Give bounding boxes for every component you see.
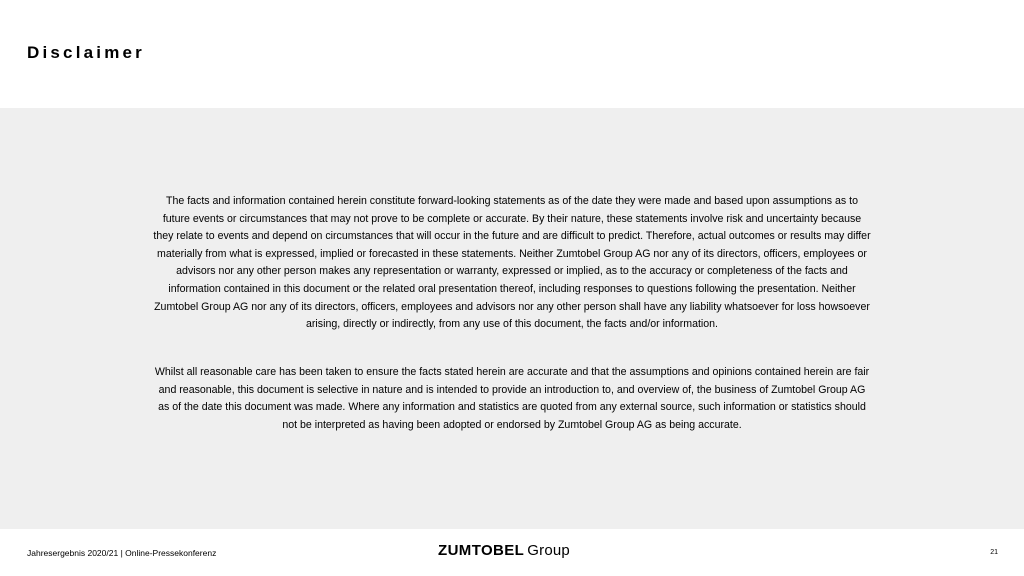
footer-caption: Jahresergebnis 2020/21 | Online-Pressekonferenz (27, 548, 217, 558)
disclaimer-paragraph-1: The facts and information contained herein constitute forward-looking statements as of the date they were made and based upon assumptions as to future events or circumstances that may not prove to be complete or accurate. By their nature, these statements involve risk and uncertainty because they relate to events and depend on circumstances that will occur in the future and are difficult to predict. Therefore, actual outcomes or results may differ materially from what is expressed, implied or forecasted in these statements. Neither Zumtobel Group AG nor any of its directors, officers, employees or advisors nor any other person makes any representation or warranty, expressed or implied, as to the accuracy or completeness of the facts and information contained in this document or the related oral presentation thereof, including responses to questions following the presentation. Neither Zumtobel Group AG nor any of its directors, officers, employees and advisors nor any other person shall have any liability whatsoever for loss howsoever arising, directly or indirectly, from any use of this document, the facts and/or information. (153, 195, 871, 331)
disclaimer-paragraph-2: Whilst all reasonable care has been taken to ensure the facts stated herein are accurate and that the assumptions and opinions contained herein are fair and reasonable, this document is selective in nature and is intended to provide an introduction to, and overview of, the business of Zumtobel Group AG as of the date this document was made. Where any information and statistics are quoted from any external source, such information or statistics should not be interpreted as having been adopted or endorsed by Zumtobel Group AG as being accurate. (154, 366, 870, 431)
logo-sub-text: Group (527, 542, 570, 559)
page-number: 21 (990, 549, 998, 556)
logo-main-text: ZUMTOBEL (438, 542, 525, 559)
slide-footer (0, 529, 1024, 576)
zumtobel-group-logo (438, 542, 570, 560)
disclaimer-panel (0, 108, 1024, 529)
slide-header (0, 0, 1024, 108)
page-title: Disclaimer (27, 43, 145, 62)
